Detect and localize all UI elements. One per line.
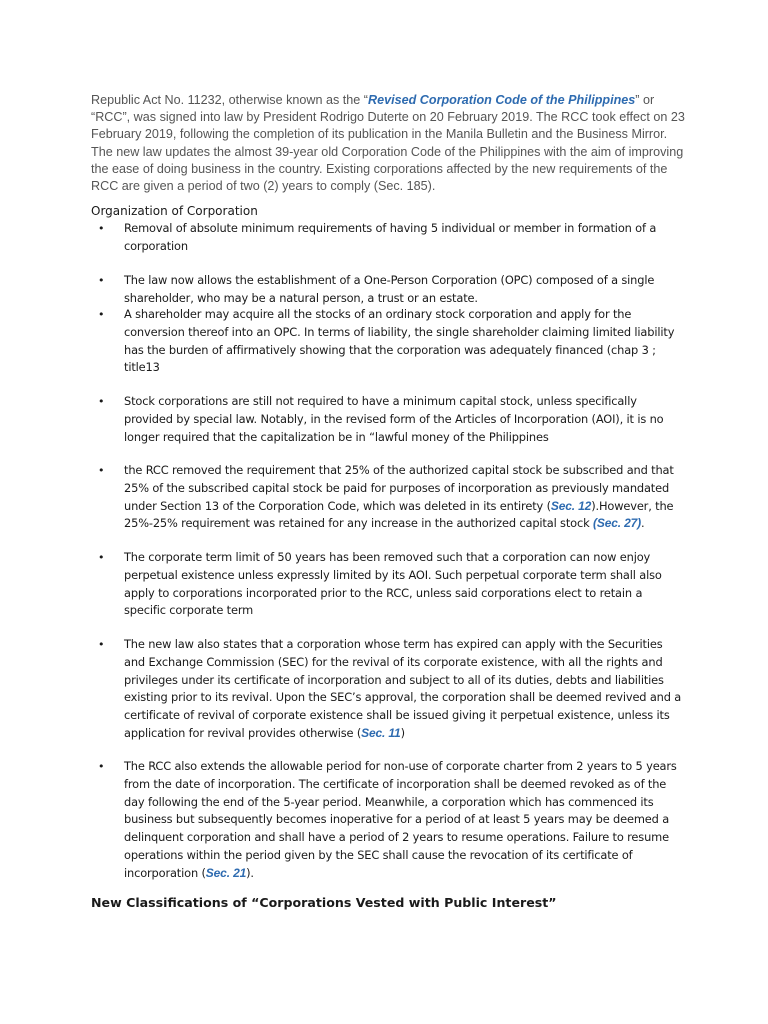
bullet-item-revival [98, 636, 684, 743]
bullet-text-part2: ) [400, 725, 405, 740]
intro-paragraph [91, 92, 691, 195]
sec-11-link[interactable]: Sec. 11 [361, 725, 401, 740]
bullet-marker: • [98, 274, 105, 287]
bullet-marker: • [98, 551, 105, 564]
bullet-marker: • [98, 760, 105, 773]
bullet-text-part1: The new law also states that a corporation whose term has expired can apply with the Securities and Exchange Commission (SEC) for the revival of its corporate existence, with all the rights and privileges under its certificate of incorporation and subject to all of its duties, debts and liabilities existing prior to its revival. Upon the SEC’s approval, the corporation shall be deemed revived and a certificate of revival of corporate existence shall be issued giving it perpetual existence, unless its application for revival provides otherwise ( [124, 637, 682, 740]
bullet-item-corporate-term [98, 549, 684, 620]
bullet-item-opc [98, 272, 684, 308]
bullet-marker: • [98, 395, 105, 408]
sec-12-link[interactable]: Sec. 12 [550, 498, 592, 513]
bullet-marker: • [98, 308, 105, 321]
intro-text-rest: ” or “RCC”, was signed into law by President Rodrigo Duterte on 20 February 2019. The RCC took effect on 23 February 2019, following the completion of its publication in the Manila Bulletin and the Business Mirror. The new law updates the almost 39-year old Corporation Code of the Philippines with the aim of improving the ease of doing business in the country. Existing corporations affected by the new requirements of the RCC are given a period of two (2) years to comply (Sec. 185). [91, 93, 685, 194]
bullet-text-part3: . [641, 516, 645, 531]
bullet-item-opc-conversion [98, 306, 684, 377]
sec-27-link[interactable]: (Sec. 27) [593, 516, 642, 531]
bullet-item-subscription-requirement [98, 462, 684, 533]
revised-corporation-code-link[interactable]: Revised Corporation Code of the Philippines [367, 93, 636, 107]
bullet-item-capital-stock [98, 393, 684, 446]
bullet-text: Stock corporations are still not required to have a minimum capital stock, unless specifically provided by special law. Notably, in the revised form of the Articles of Incorporation (AOI), it is no longer required that the capitalization be in “lawful money of the Philippines [124, 394, 664, 444]
bullet-item-minimum-members [98, 220, 684, 256]
bullet-text: A shareholder may acquire all the stocks of an ordinary stock corporation and apply for the conversion thereof into an OPC. In terms of liability, the single shareholder claiming limited liability has the burden of affirmatively showing that the corporation was adequately financed (chap 3 ; title13 [124, 307, 675, 375]
bullet-marker: • [98, 222, 105, 235]
section-heading-organization: Organization of Corporation [91, 204, 258, 218]
bullet-text-part2: ).However, the 25%-25% requirement was retained for any increase in the authorized capital stock [124, 498, 674, 531]
bullet-text-part1: The RCC also extends the allowable period for non-use of corporate charter from 2 years to 5 years from the date of incorporation. The certificate of incorporation shall be deemed revoked as of the day following the end of the 5-year period. Meanwhile, a corporation which has commenced its business but subsequently becomes inoperative for a period of at least 5 years may be deemed a delinquent corporation and shall have a period of 2 years to resume operations. Failure to resume operations within the period given by the SEC shall cause the revocation of its certificate of incorporation ( [124, 759, 677, 880]
intro-text-start: Republic Act No. 11232, otherwise known as the “ [91, 93, 368, 107]
bullet-item-non-use-charter [98, 758, 684, 883]
bullet-text-part1: the RCC removed the requirement that 25% of the authorized capital stock be subscribed and that 25% of the subscribed capital stock be paid for purposes of incorporation as previously mandated under Section 13 of the Corporation Code, which was deleted in its entirety ( [124, 463, 674, 513]
bullet-marker: • [98, 464, 105, 477]
bullet-text-part2: ). [246, 865, 254, 880]
bullet-text: Removal of absolute minimum requirements of having 5 individual or member in formation of a corporation [124, 221, 657, 253]
section-heading-public-interest: New Classifications of “Corporations Vested with Public Interest” [91, 895, 557, 910]
bullet-text: The corporate term limit of 50 years has been removed such that a corporation can now enjoy perpetual existence unless expressly limited by its AOI. Such perpetual corporate term shall also apply to corporations incorporated prior to the RCC, unless said corporations elect to retain a specific corporate term [124, 550, 662, 618]
bullet-text: The law now allows the establishment of a One-Person Corporation (OPC) composed of a single shareholder, who may be a natural person, a trust or an estate. [124, 273, 655, 305]
bullet-marker: • [98, 638, 105, 651]
sec-21-link[interactable]: Sec. 21 [205, 865, 247, 880]
